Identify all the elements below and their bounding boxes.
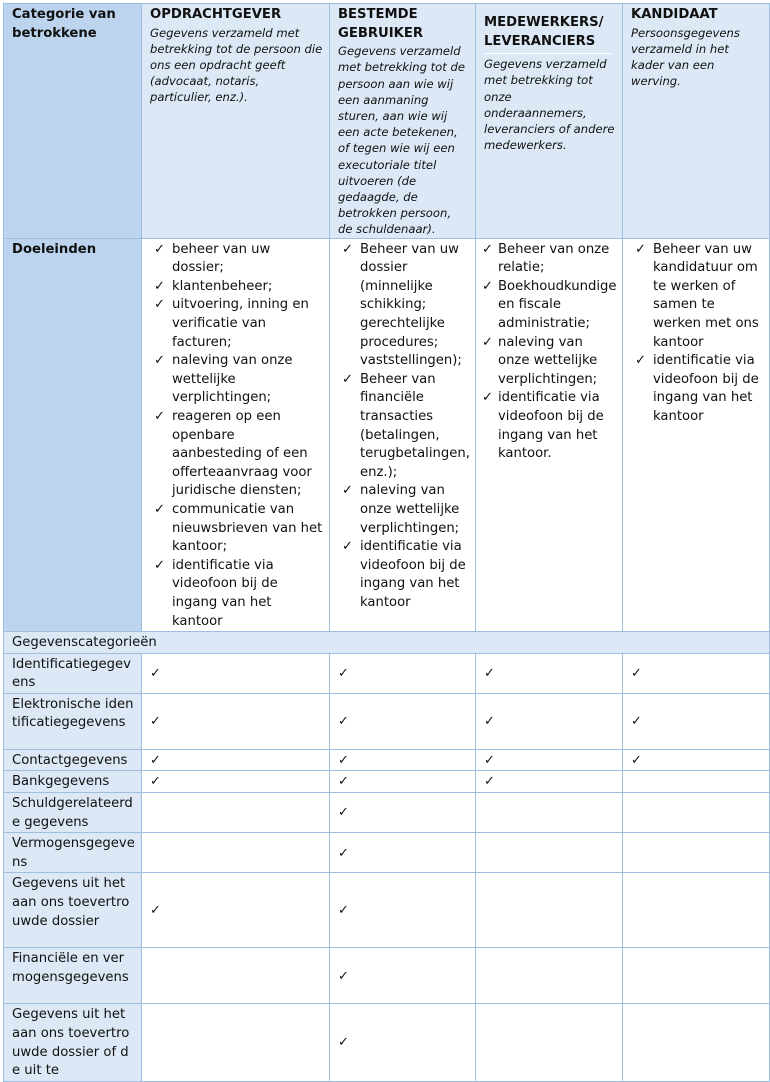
purpose-item bbox=[150, 352, 323, 408]
data-category-cell bbox=[142, 793, 330, 833]
data-category-row bbox=[4, 771, 770, 793]
header-title: MEDEWERKERS/ LEVERANCIERS bbox=[484, 14, 612, 54]
purposes-bestemde-gebruiker bbox=[330, 238, 476, 631]
purposes-medewerkers bbox=[476, 238, 623, 631]
purpose-text: identificatie via videofoon bij de ingang van het kantoor bbox=[653, 353, 759, 424]
purpose-item bbox=[484, 278, 616, 334]
purpose-text: communicatie van nieuwsbrieven van het kantoor; bbox=[172, 501, 323, 555]
check-icon: ✓ bbox=[150, 665, 161, 681]
check-icon: ✓ bbox=[338, 665, 349, 681]
check-icon: ✓ bbox=[635, 241, 647, 257]
purpose-text: naleving van onze wettelijke verplichtingen; bbox=[360, 483, 460, 536]
data-category-cell bbox=[142, 833, 330, 873]
check-icon: ✓ bbox=[631, 714, 642, 730]
check-icon: ✓ bbox=[482, 390, 494, 406]
purposes-kandidaat bbox=[623, 238, 770, 631]
data-category-cell bbox=[330, 1004, 476, 1081]
check-icon: ✓ bbox=[484, 774, 495, 790]
data-category-label: Elektronische identificatiegegevens bbox=[4, 693, 142, 749]
data-category-cell bbox=[476, 833, 623, 873]
purpose-text: Beheer van onze relatie; bbox=[498, 241, 610, 276]
check-icon: ✓ bbox=[338, 845, 349, 861]
data-category-cell bbox=[623, 771, 770, 793]
purpose-item bbox=[484, 389, 616, 463]
check-icon: ✓ bbox=[150, 774, 161, 790]
data-category-cell bbox=[623, 873, 770, 948]
header-opdrachtgever bbox=[142, 4, 330, 239]
purpose-item bbox=[338, 538, 469, 612]
data-category-row bbox=[4, 793, 770, 833]
header-title: KANDIDAAT bbox=[631, 7, 718, 22]
purposes-row bbox=[4, 238, 770, 631]
check-icon: ✓ bbox=[342, 241, 354, 257]
data-category-cell bbox=[623, 653, 770, 693]
data-category-row bbox=[4, 833, 770, 873]
purpose-item bbox=[150, 241, 323, 278]
data-category-row bbox=[4, 873, 770, 948]
header-description: Gegevens verzameld met betrekking tot de persoon aan wie wij een aanmaning sturen, aan wie wij een acte betekenen, of tegen wie wij een executoriale titel uitvoeren (de gedaagde, de betrokken persoon, de schuldenaar). bbox=[338, 44, 465, 237]
purpose-item bbox=[150, 296, 323, 352]
check-icon: ✓ bbox=[338, 805, 349, 821]
check-icon: ✓ bbox=[631, 665, 642, 681]
header-row bbox=[4, 4, 770, 239]
data-category-cell bbox=[476, 793, 623, 833]
check-icon: ✓ bbox=[338, 968, 349, 984]
purpose-text: naleving van onze wettelijke verplichtingen; bbox=[498, 334, 598, 387]
header-title: BESTEMDE GEBRUIKER bbox=[338, 7, 424, 41]
data-category-label: Identificatiegegevens bbox=[4, 653, 142, 693]
data-category-row bbox=[4, 1004, 770, 1081]
data-category-cell bbox=[142, 948, 330, 1004]
data-category-label: Contactgegevens bbox=[4, 749, 142, 771]
check-icon: ✓ bbox=[338, 714, 349, 730]
purpose-list bbox=[484, 241, 616, 464]
purposes-opdrachtgever bbox=[142, 238, 330, 631]
check-icon: ✓ bbox=[342, 371, 354, 387]
data-category-cell bbox=[330, 693, 476, 749]
check-icon: ✓ bbox=[338, 1035, 349, 1051]
check-icon: ✓ bbox=[154, 278, 166, 294]
purpose-text: Boekhoudkundige en fiscale administratie; bbox=[498, 278, 617, 331]
check-icon: ✓ bbox=[150, 752, 161, 768]
check-icon: ✓ bbox=[484, 665, 495, 681]
data-category-cell bbox=[476, 1004, 623, 1081]
purpose-item bbox=[338, 482, 469, 538]
purpose-item bbox=[484, 334, 616, 390]
purpose-text: uitvoering, inning en verificatie van facturen; bbox=[172, 297, 309, 350]
data-category-row bbox=[4, 749, 770, 771]
data-category-cell bbox=[476, 749, 623, 771]
purpose-item bbox=[338, 371, 469, 483]
header-category: Categorie van betrokkene bbox=[4, 4, 142, 239]
data-category-row bbox=[4, 693, 770, 749]
check-icon: ✓ bbox=[631, 752, 642, 768]
check-icon: ✓ bbox=[342, 539, 354, 555]
check-icon: ✓ bbox=[338, 774, 349, 790]
check-icon: ✓ bbox=[154, 408, 166, 424]
check-icon: ✓ bbox=[150, 714, 161, 730]
data-category-cell bbox=[623, 793, 770, 833]
data-category-cell bbox=[476, 653, 623, 693]
purpose-text: reageren op een openbare aanbesteding of een offerteaanvraag voor juridische diensten; bbox=[172, 408, 312, 499]
data-category-cell bbox=[330, 653, 476, 693]
purpose-text: identificatie via videofoon bij de ingang van het kantoor bbox=[360, 539, 466, 610]
data-category-cell bbox=[142, 873, 330, 948]
check-icon: ✓ bbox=[154, 297, 166, 313]
data-category-cell bbox=[142, 771, 330, 793]
data-category-label: Financiële en vermogensgegevens bbox=[4, 948, 142, 1004]
purpose-item bbox=[484, 241, 616, 278]
data-category-cell bbox=[623, 948, 770, 1004]
data-category-cell bbox=[142, 693, 330, 749]
check-icon: ✓ bbox=[482, 241, 494, 257]
data-category-cell bbox=[330, 771, 476, 793]
data-category-label: Vermogensgegevens bbox=[4, 833, 142, 873]
section-label: Gegevenscategorieën bbox=[4, 632, 770, 654]
data-category-cell bbox=[142, 653, 330, 693]
data-category-cell bbox=[330, 749, 476, 771]
data-category-row bbox=[4, 948, 770, 1004]
purpose-item bbox=[150, 557, 323, 631]
purpose-text: klantenbeheer; bbox=[172, 278, 273, 294]
header-title: OPDRACHTGEVER bbox=[150, 7, 282, 22]
purpose-item bbox=[150, 501, 323, 557]
data-processing-table bbox=[3, 3, 770, 1082]
check-icon: ✓ bbox=[482, 278, 494, 294]
data-category-cell bbox=[623, 833, 770, 873]
purpose-item bbox=[150, 278, 323, 297]
header-description: Gegevens verzameld met betrekking tot onze onderaannemers, leveranciers of andere medewerkers. bbox=[484, 57, 615, 153]
header-medewerkers bbox=[476, 4, 623, 239]
purpose-text: Beheer van uw kandidatuur om te werken of samen te werken met ons kantoor bbox=[653, 241, 759, 350]
purpose-text: identificatie via videofoon bij de ingang van het kantoor. bbox=[498, 390, 604, 462]
data-category-cell bbox=[476, 873, 623, 948]
data-category-row bbox=[4, 653, 770, 693]
purposes-label: Doeleinden bbox=[4, 238, 142, 631]
check-icon: ✓ bbox=[154, 557, 166, 573]
data-category-cell bbox=[476, 948, 623, 1004]
data-category-cell bbox=[330, 833, 476, 873]
check-icon: ✓ bbox=[482, 334, 494, 350]
check-icon: ✓ bbox=[484, 714, 495, 730]
purpose-text: Beheer van uw dossier (minnelijke schikking; gerechtelijke procedures; vaststellingen); bbox=[360, 241, 462, 369]
purpose-text: naleving van onze wettelijke verplichtingen; bbox=[172, 353, 293, 406]
data-category-cell bbox=[476, 771, 623, 793]
purpose-text: identificatie via videofoon bij de ingang van het kantoor bbox=[172, 557, 278, 629]
purpose-item bbox=[631, 241, 763, 353]
data-category-cell bbox=[330, 873, 476, 948]
header-description: Gegevens verzameld met betrekking tot de persoon die ons een opdracht geeft (advocaat, notaris, particulier, enz.). bbox=[150, 25, 323, 105]
section-row bbox=[4, 632, 770, 654]
data-category-label: Schuldgerelateerde gegevens bbox=[4, 793, 142, 833]
data-category-label: Gegevens uit het aan ons toevertrouwde dossier bbox=[4, 873, 142, 948]
check-icon: ✓ bbox=[338, 903, 349, 919]
header-description: Persoonsgegevens verzameld in het kader van een werving. bbox=[631, 25, 740, 89]
data-category-label: Gegevens uit het aan ons toevertrouwde dossier of de uit te bbox=[4, 1004, 142, 1081]
data-category-cell bbox=[476, 693, 623, 749]
check-icon: ✓ bbox=[338, 752, 349, 768]
header-kandidaat bbox=[623, 4, 770, 239]
data-category-cell bbox=[623, 749, 770, 771]
check-icon: ✓ bbox=[154, 241, 166, 257]
data-category-cell bbox=[142, 749, 330, 771]
purpose-item bbox=[631, 352, 763, 426]
data-category-cell bbox=[142, 1004, 330, 1081]
purpose-list bbox=[338, 241, 469, 613]
data-category-cell bbox=[330, 948, 476, 1004]
purpose-list bbox=[150, 241, 323, 631]
check-icon: ✓ bbox=[154, 353, 166, 369]
data-category-cell bbox=[330, 793, 476, 833]
data-category-label: Bankgegevens bbox=[4, 771, 142, 793]
purpose-text: beheer van uw dossier; bbox=[172, 241, 271, 276]
check-icon: ✓ bbox=[342, 483, 354, 499]
check-icon: ✓ bbox=[154, 501, 166, 517]
data-category-cell bbox=[623, 693, 770, 749]
check-icon: ✓ bbox=[484, 752, 495, 768]
purpose-item bbox=[338, 241, 469, 371]
purpose-text: Beheer van financiële transacties (betalingen, terugbetalingen, enz.); bbox=[360, 371, 470, 480]
check-icon: ✓ bbox=[635, 353, 647, 369]
purpose-item bbox=[150, 408, 323, 501]
data-category-cell bbox=[623, 1004, 770, 1081]
header-bestemde-gebruiker bbox=[330, 4, 476, 239]
check-icon: ✓ bbox=[150, 903, 161, 919]
purpose-list bbox=[631, 241, 763, 427]
